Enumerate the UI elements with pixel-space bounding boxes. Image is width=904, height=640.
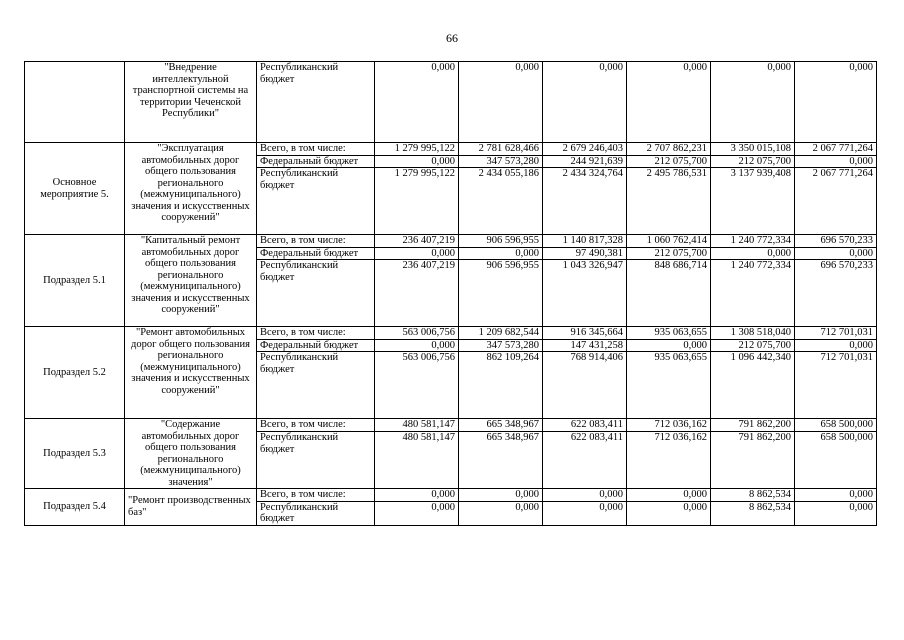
value-cell: 480 581,147 (375, 432, 459, 489)
page-number: 66 (446, 31, 458, 45)
program-cell: "Ремонт производственных баз" (125, 489, 257, 526)
value-cell: 1 043 326,947 (543, 260, 627, 327)
value-cell: 2 067 771,264 (795, 168, 877, 235)
value-cell: 0,000 (543, 489, 627, 502)
value-cell: 147 431,258 (543, 339, 627, 352)
value-cell: 0,000 (627, 489, 711, 502)
funding-source-cell: Всего, в том числе: (257, 489, 375, 502)
budget-table (24, 61, 877, 526)
funding-source-cell: Республиканский бюджет (257, 260, 375, 327)
value-cell: 212 075,700 (711, 339, 795, 352)
value-cell: 2 679 246,403 (543, 143, 627, 156)
value-cell: 97 490,381 (543, 247, 627, 260)
value-cell: 712 036,162 (627, 432, 711, 489)
value-cell: 712 701,031 (795, 327, 877, 340)
program-cell: "Внедрение интеллектульной транспортной системы на территории Чеченской Республики" (125, 62, 257, 143)
funding-source-cell: Федеральный бюджет (257, 339, 375, 352)
value-cell: 0,000 (459, 247, 543, 260)
value-cell: 3 350 015,108 (711, 143, 795, 156)
table-row (25, 419, 877, 432)
value-cell: 1 279 995,122 (375, 143, 459, 156)
program-cell: "Содержание автомобильных дорог общего пользования регионального (межмуниципального) значения" (125, 419, 257, 489)
value-cell: 935 063,655 (627, 327, 711, 340)
value-cell: 0,000 (459, 501, 543, 525)
value-cell: 0,000 (711, 62, 795, 143)
value-cell: 696 570,233 (795, 235, 877, 248)
value-cell: 0,000 (627, 62, 711, 143)
value-cell: 1 060 762,414 (627, 235, 711, 248)
event-cell: Подраздел 5.2 (25, 327, 125, 419)
funding-source-cell: Республиканский бюджет (257, 62, 375, 143)
value-cell: 2 434 055,186 (459, 168, 543, 235)
event-cell (25, 62, 125, 143)
value-cell: 622 083,411 (543, 419, 627, 432)
value-cell: 563 006,756 (375, 352, 459, 419)
value-cell: 696 570,233 (795, 260, 877, 327)
table-row (25, 327, 877, 340)
value-cell: 0,000 (375, 62, 459, 143)
value-cell: 244 921,639 (543, 155, 627, 168)
value-cell: 658 500,000 (795, 419, 877, 432)
funding-source-cell: Всего, в том числе: (257, 143, 375, 156)
value-cell: 665 348,967 (459, 432, 543, 489)
value-cell: 0,000 (375, 501, 459, 525)
value-cell: 791 862,200 (711, 419, 795, 432)
value-cell: 0,000 (795, 489, 877, 502)
funding-source-cell: Всего, в том числе: (257, 419, 375, 432)
table-row (25, 235, 877, 248)
value-cell: 791 862,200 (711, 432, 795, 489)
value-cell: 935 063,655 (627, 352, 711, 419)
value-cell: 2 707 862,231 (627, 143, 711, 156)
value-cell: 1 240 772,334 (711, 235, 795, 248)
value-cell: 1 096 442,340 (711, 352, 795, 419)
value-cell: 2 781 628,466 (459, 143, 543, 156)
table-row (25, 489, 877, 502)
value-cell: 0,000 (795, 155, 877, 168)
funding-source-cell: Всего, в том числе: (257, 235, 375, 248)
value-cell: 0,000 (459, 62, 543, 143)
value-cell: 0,000 (795, 501, 877, 525)
value-cell: 0,000 (375, 247, 459, 260)
value-cell: 212 075,700 (627, 155, 711, 168)
event-cell: Подраздел 5.3 (25, 419, 125, 489)
event-cell: Подраздел 5.4 (25, 489, 125, 526)
value-cell: 1 308 518,040 (711, 327, 795, 340)
funding-source-cell: Федеральный бюджет (257, 155, 375, 168)
program-cell: "Капитальный ремонт автомобильных дорог общего пользования регионального (межмуниципального) значения и искусственных сооружений" (125, 235, 257, 327)
value-cell: 8 862,534 (711, 501, 795, 525)
table-row (25, 143, 877, 156)
value-cell: 236 407,219 (375, 260, 459, 327)
value-cell: 906 596,955 (459, 235, 543, 248)
funding-source-cell: Федеральный бюджет (257, 247, 375, 260)
value-cell: 712 036,162 (627, 419, 711, 432)
value-cell: 0,000 (459, 489, 543, 502)
program-cell: "Эксплуатация автомобильных дорог общего пользования регионального (межмуниципального) значения и искусственных сооружений" (125, 143, 257, 235)
value-cell: 480 581,147 (375, 419, 459, 432)
value-cell: 622 083,411 (543, 432, 627, 489)
value-cell: 1 240 772,334 (711, 260, 795, 327)
value-cell: 212 075,700 (711, 155, 795, 168)
value-cell: 0,000 (627, 501, 711, 525)
value-cell: 0,000 (711, 247, 795, 260)
value-cell: 563 006,756 (375, 327, 459, 340)
value-cell: 347 573,280 (459, 339, 543, 352)
event-cell: Основное мероприятие 5. (25, 143, 125, 235)
value-cell: 0,000 (375, 489, 459, 502)
value-cell: 1 140 817,328 (543, 235, 627, 248)
value-cell: 768 914,406 (543, 352, 627, 419)
funding-source-cell: Республиканский бюджет (257, 432, 375, 489)
value-cell: 236 407,219 (375, 235, 459, 248)
value-cell: 658 500,000 (795, 432, 877, 489)
funding-source-cell: Республиканский бюджет (257, 501, 375, 525)
value-cell: 0,000 (795, 62, 877, 143)
event-cell: Подраздел 5.1 (25, 235, 125, 327)
value-cell: 848 686,714 (627, 260, 711, 327)
value-cell: 212 075,700 (627, 247, 711, 260)
funding-source-cell: Республиканский бюджет (257, 352, 375, 419)
value-cell: 665 348,967 (459, 419, 543, 432)
table-row (25, 62, 877, 143)
value-cell: 1 209 682,544 (459, 327, 543, 340)
value-cell: 0,000 (543, 62, 627, 143)
value-cell: 2 067 771,264 (795, 143, 877, 156)
value-cell: 906 596,955 (459, 260, 543, 327)
value-cell: 1 279 995,122 (375, 168, 459, 235)
value-cell: 712 701,031 (795, 352, 877, 419)
value-cell: 862 109,264 (459, 352, 543, 419)
funding-source-cell: Всего, в том числе: (257, 327, 375, 340)
value-cell: 2 434 324,764 (543, 168, 627, 235)
value-cell: 2 495 786,531 (627, 168, 711, 235)
value-cell: 0,000 (795, 339, 877, 352)
value-cell: 0,000 (627, 339, 711, 352)
value-cell: 916 345,664 (543, 327, 627, 340)
funding-source-cell: Республиканский бюджет (257, 168, 375, 235)
value-cell: 3 137 939,408 (711, 168, 795, 235)
value-cell: 0,000 (543, 501, 627, 525)
value-cell: 347 573,280 (459, 155, 543, 168)
value-cell: 8 862,534 (711, 489, 795, 502)
value-cell: 0,000 (375, 155, 459, 168)
value-cell: 0,000 (795, 247, 877, 260)
program-cell: "Ремонт автомобильных дорог общего пользования регионального (межмуниципального) значения и искусственных сооружений" (125, 327, 257, 419)
value-cell: 0,000 (375, 339, 459, 352)
